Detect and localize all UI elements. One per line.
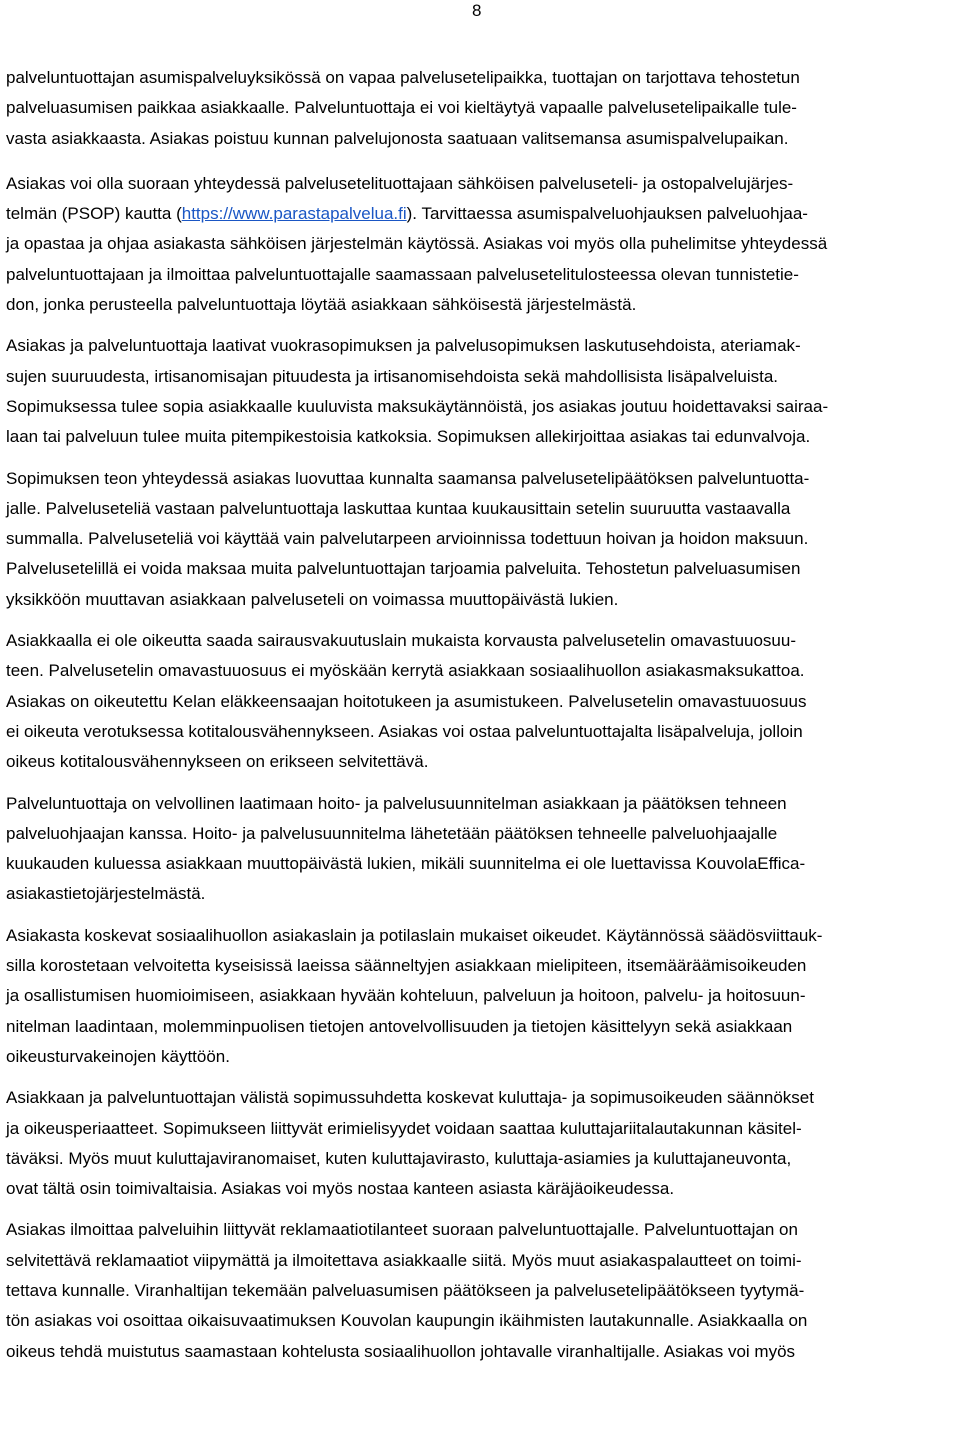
text-line: Sopimuksessa tulee sopia asiakkaalle kuuluvista maksukäytännöistä, jos asiakas joutuu hoidettavaksi sairaa- <box>6 396 829 416</box>
text-line: Palvelusetelillä ei voida maksaa muita palveluntuottajan tarjoamia palveluita. Tehostetun palveluasumisen <box>6 559 801 579</box>
text-line: Asiakasta koskevat sosiaalihuollon asiakaslain ja potilaslain mukaiset oikeudet. Käytännössä säädösviittauk- <box>6 925 823 945</box>
parastapalvelua-link[interactable]: https://www.parastapalvelua.fi <box>181 204 407 224</box>
text-line: laan tai palveluun tulee muita pitempikestoisia katkoksia. Sopimuksen allekirjoittaa asiakas tai edunvalvoja. <box>6 427 811 447</box>
text-line: vasta asiakkaasta. Asiakas poistuu kunnan palvelujonosta saatuaan valitsemansa asumispalvelupaikan. <box>6 128 789 148</box>
paragraph-vacancy <box>6 63 954 154</box>
text-line: palveluntuottajan asumispalveluyksikössä on vapaa palvelusetelipaikka, tuottajan on tarjottava tehostetun <box>6 68 800 87</box>
document-body <box>6 63 954 1367</box>
text-line: oikeus kotitalousvähennykseen on erikseen selvitettävä. <box>6 752 429 772</box>
text-line: oikeus tehdä muistutus saamastaan kohtelusta sosiaalihuollon johtavalle viranhaltijalle. Asiakas voi myös <box>6 1341 796 1361</box>
text-line: ja osallistumisen huomioimiseen, asiakkaan hyvään kohteluun, palveluun ja hoitoon, palvelu- ja hoitosuun- <box>6 986 806 1006</box>
text-line: ei oikeuta verotuksessa kotitalousvähennykseen. Asiakas voi ostaa palveluntuottajalta lisäpalveluja, jolloin <box>6 721 803 741</box>
text-line: Asiakas voi olla suoraan yhteydessä palvelusetelituottajaan sähköisen palveluseteli- ja ostopalvelujärjes- <box>6 173 794 193</box>
text-line: Asiakas ja palveluntuottaja laativat vuokrasopimuksen ja palvelusopimuksen laskutusehdoista, ateriamak- <box>6 336 801 356</box>
text-line: summalla. Palveluseteliä voi käyttää vain palvelutarpeen arvioinnissa todettuun hoivan ja hoidon maksuun. <box>6 529 809 549</box>
text-line: Asiakas on oikeutettu Kelan eläkkeensaajan hoitotukeen ja asumistukeen. Palvelusetelin omavastuuosuus <box>6 691 807 711</box>
text-line: sujen suuruudesta, irtisanomisajan pituudesta ja irtisanomisehdoista sekä mahdollisista lisäpalveluista. <box>6 366 779 386</box>
text-line: yksikköön muuttavan asiakkaan palveluseteli on voimassa muuttopäivästä lukien. <box>6 589 619 609</box>
text-line: kuukauden kuluessa asiakkaan muuttopäivästä lukien, mikäli suunnitelma ei ole luettavissa KouvolaEffica- <box>6 854 806 874</box>
text-line: täväksi. Myös muut kuluttajaviranomaiset, kuten kuluttajavirasto, kuluttaja-asiamies ja kuluttajaneuvonta, <box>6 1148 792 1168</box>
text-line: palveluntuottajaan ja ilmoittaa palveluntuottajalle saamassaan palvelusetelitulosteessa olevan tunnistetie- <box>6 264 799 284</box>
text-line: palveluohjaajan kanssa. Hoito- ja palvelusuunnitelma lähetetään päätöksen tehneelle palveluohjaajalle <box>6 823 778 843</box>
paragraph-care-plan <box>6 789 954 910</box>
text-line: ja oikeusperiaatteet. Sopimukseen liittyvät erimielisyydet voidaan saattaa kuluttajariitalautakunnan käsitel- <box>6 1118 802 1138</box>
text-segment: ). Tarvittaessa asumispalveluohjauksen palveluohjaa- <box>406 204 808 224</box>
page-number: 8 <box>472 1 482 20</box>
text-line: don, jonka perusteella palveluntuottaja löytää asiakkaan sähköisestä järjestelmästä. <box>6 295 637 315</box>
text-line: Asiakkaan ja palveluntuottajan välistä sopimussuhdetta koskevat kuluttaja- ja sopimusoikeuden säännökset <box>6 1088 814 1108</box>
text-segment: telmän (PSOP) kautta ( <box>6 204 182 224</box>
text-line: ja opastaa ja ohjaa asiakasta sähköisen järjestelmän käytössä. Asiakas voi myös olla puhelimitse yhteydessä <box>6 234 828 254</box>
text-line: Asiakkaalla ei ole oikeutta saada sairausvakuutuslain mukaista korvausta palvelusetelin omavastuuosuu- <box>6 631 797 651</box>
text-line: tön asiakas voi osoittaa oikaisuvaatimuksen Kouvolan kaupungin ikäihmisten lautakunnalle. Asiakkaalla on <box>6 1311 808 1331</box>
text-line: palveluasumisen paikkaa asiakkaalle. Palveluntuottaja ei voi kieltäytyä vapaalle palvelusetelipaikalle tule- <box>6 98 797 118</box>
paragraph-complaints <box>6 1215 954 1366</box>
text-line: asiakastietojärjestelmästä. <box>6 884 206 904</box>
paragraph-self-payment <box>6 626 954 777</box>
text-line: jalle. Palveluseteliä vastaan palveluntuottaja laskuttaa kuntaa kuukausittain setelin suuruutta vastaavalla <box>6 498 791 518</box>
paragraph-consumer-law <box>6 1083 954 1204</box>
paragraph-contracts <box>6 331 954 452</box>
text-line: Sopimuksen teon yhteydessä asiakas luovuttaa kunnalta saamansa palvelusetelipäätöksen palveluntuotta- <box>6 468 810 488</box>
text-line: ovat tältä osin toimivaltaisia. Asiakas voi myös nostaa kanteen asiasta käräjäoikeudessa. <box>6 1179 675 1199</box>
text-line: selvitettävä reklamaatiot viipymättä ja ilmoitettava asiakkaalle siitä. Myös muut asiakaspalautteet on toimi- <box>6 1250 802 1270</box>
text-line <box>6 199 954 229</box>
text-line: Asiakas ilmoittaa palveluihin liittyvät reklamaatiotilanteet suoraan palveluntuottajalle. Palveluntuottajan on <box>6 1220 798 1240</box>
paragraph-client-rights <box>6 921 954 1072</box>
paragraph-voucher-billing <box>6 464 954 615</box>
paragraph-electronic-system <box>6 169 954 320</box>
text-line: teen. Palvelusetelin omavastuuosuus ei myöskään kerrytä asiakkaan sosiaalihuollon asiakasmaksukattoa. <box>6 661 805 681</box>
text-line: Palveluntuottaja on velvollinen laatimaan hoito- ja palvelusuunnitelman asiakkaan ja päätöksen tehneen <box>6 793 787 813</box>
text-line: silla korostetaan velvoitetta kyseisissä laeissa säänneltyjen asiakkaan mielipiteen, itsemääräämisoikeuden <box>6 956 807 976</box>
text-line: tettava kunnalle. Viranhaltijan tekemään palveluasumisen päätökseen ja palvelusetelipäätökseen tyytymä- <box>6 1280 805 1300</box>
text-line: oikeusturvakeinojen käyttöön. <box>6 1046 230 1066</box>
text-line: nitelman laadintaan, molemminpuolisen tietojen antovelvollisuuden ja tietojen käsittelyyn sekä asiakkaan <box>6 1016 793 1036</box>
